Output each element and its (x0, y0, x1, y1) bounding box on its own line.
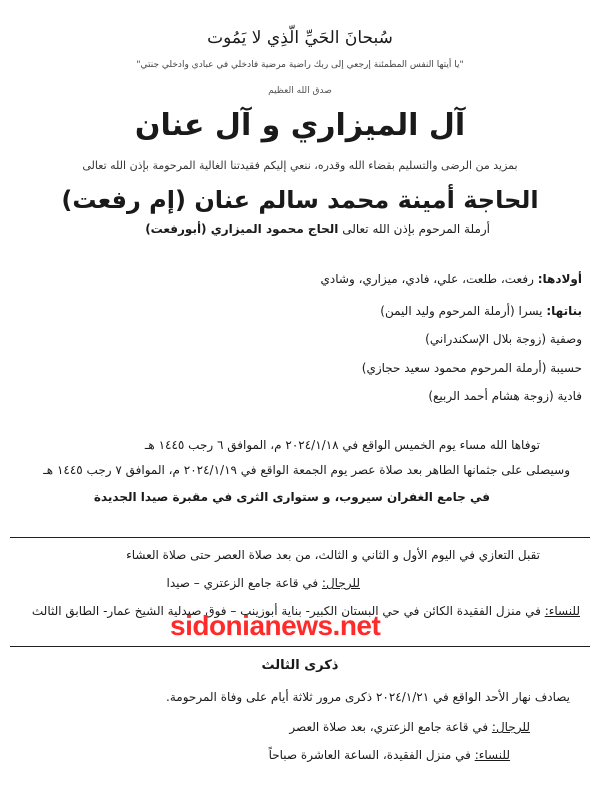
widow-husband: الحاج محمود الميزاري (أبورفعت) (145, 222, 339, 236)
women-location: في منزل الفقيدة الكائن في حي البستان الكبير- بناية أبوزينب – فوق صيدلية الشيخ عمار- الطابق الثالث (31, 604, 541, 618)
daughters-label: بناتها: (546, 304, 582, 318)
mosque-notice: في جامع الغفران سيروب، و ستوارى الثرى في مقبرة صيدا الجديدة (93, 490, 490, 504)
divider (10, 646, 590, 647)
deceased-name: الحاجة أمينة محمد سالم عنان (إم رفعت) (61, 186, 539, 214)
quran-closing: صدق الله العظيم (268, 86, 332, 96)
third-day-notice: يصادف نهار الأحد الواقع في ٢٠٢٤/١/٢١ ذكرى مرور ثلاثة أيام على وفاة المرحومة. (166, 690, 570, 704)
condolences-intro: تقبل التعازي في اليوم الأول و الثاني و الثالث، من بعد صلاة العصر حتى صلاة العشاء (126, 548, 540, 562)
intro-text: بمزيد من الرضى والتسليم بقضاء الله وقدره، ننعي إليكم فقيدتنا الغالية المرحومة بإذن الله تعالى (82, 159, 518, 172)
daughter-item: يسرا (أرملة المرحوم وليد اليمن) (380, 304, 543, 318)
widow-prefix: أرملة المرحوم بإذن الله تعالى (342, 222, 490, 236)
sons-label: أولادها: (537, 272, 582, 286)
sons-line (321, 272, 582, 286)
men-label: للرجال: (491, 720, 530, 734)
quran-quote: "يا أيتها النفس المطمئنة إرجعي إلى ربك راضية مرضية فادخلي في عبادي وادخلي جنتي" (136, 60, 464, 70)
women-label: للنساء: (544, 604, 580, 618)
women-label: للنساء: (474, 748, 510, 762)
women-location: في منزل الفقيدة، الساعة العاشرة صباحاً (268, 748, 471, 762)
daughter-line (380, 304, 582, 318)
site-watermark: sidonianews.net (170, 610, 381, 641)
third-day-women (269, 748, 510, 762)
header-verse: سُبحانَ الحَيِّ الّذِي لا يَمُوت (207, 28, 393, 48)
family-title: آل الميزاري و آل عنان (134, 108, 466, 143)
divider (10, 537, 590, 538)
daughter-item: فادية (زوجة هشام أحمد الربيع) (428, 389, 582, 403)
prayer-notice: وسيصلى على جثمانها الطاهر بعد صلاة عصر يوم الجمعة الواقع في ٢٠٢٤/١/١٩ م، الموافق ٧ رجب ١٤٤٥ هـ (43, 463, 570, 477)
daughter-item: وصفية (زوجة بلال الإسكندراني) (425, 332, 582, 346)
daughter-item: حسيبة (أرملة المرحوم محمود سعيد حجازي) (361, 361, 582, 375)
sons-list: رفعت، طلعت، علي، فادي، ميزاري، وشادي (320, 272, 534, 286)
men-location: في قاعة جامع الزعتري، بعد صلاة العصر (289, 720, 489, 734)
men-label: للرجال: (321, 576, 360, 590)
third-day-title: ذكرى الثالث (261, 658, 339, 673)
death-notice: توفاها الله مساء يوم الخميس الواقع في ٢٠٢٤/١/١٨ م، الموافق ٦ رجب ١٤٤٥ هـ (144, 438, 540, 452)
condolences-men (167, 576, 360, 590)
widow-line (145, 222, 490, 236)
men-location: في قاعة جامع الزعتري – صيدا (166, 576, 319, 590)
third-day-men (289, 720, 530, 734)
